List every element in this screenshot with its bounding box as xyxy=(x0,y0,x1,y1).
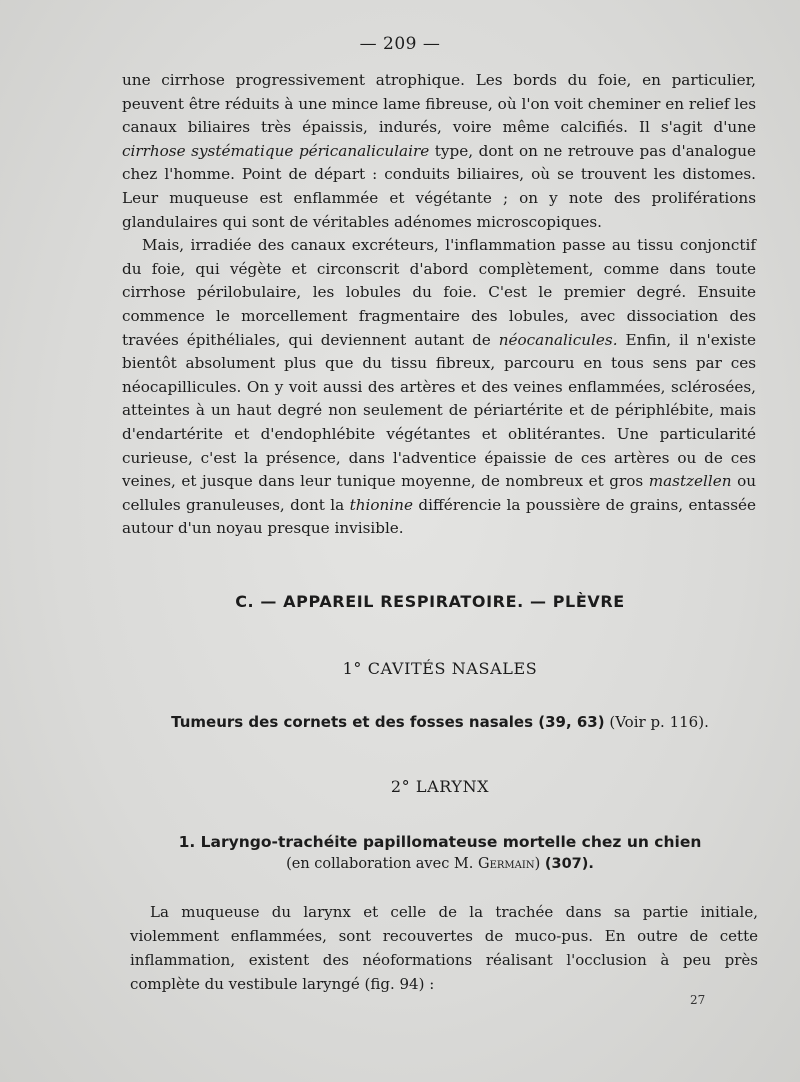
text-run: type, dont on ne retrouve pas d'analogue chez l'homme. Point de départ : conduits biliaires, où se trouvent les distomes. Leur muqueuse est enflammée et végétante ; on y note des proliférations glandulaires qui sont de véritables adénomes microscopiques. xyxy=(122,141,757,231)
paragraph-liver-cirrhosis xyxy=(122,69,756,234)
entry-title-ref: (Voir p. 116). xyxy=(604,713,709,731)
entry-title-tumeurs xyxy=(0,713,800,731)
paragraph-larynx: La muqueuse du larynx et celle de la trachée dans sa partie initiale, violemment enflammées, sont recouvertes de muco-pus. En outre de cette inflammation, existent des néoformations réalisant l'occlusion à peu près complète du vestibule laryngé (fig. 94) : xyxy=(130,903,758,993)
entry-collaboration-line xyxy=(0,856,800,872)
entry-title-bold: 1. Laryngo-trachéite papillomateuse mortelle chez un chien xyxy=(178,833,702,851)
body-text-block xyxy=(130,900,758,996)
author-name: Germain xyxy=(478,856,535,872)
text-run: ) xyxy=(534,856,545,872)
entry-title-laryngo xyxy=(0,833,800,851)
subsection-heading-nasal: 1° CAVITÉS NASALES xyxy=(342,659,538,678)
entry-title-bold: Tumeurs des cornets et des fosses nasales (39, 63) xyxy=(171,713,605,731)
italic-term: néocanalicules. xyxy=(498,330,618,349)
subsection-heading-larynx: 2° LARYNX xyxy=(390,777,490,796)
paragraph-inflammation xyxy=(122,234,756,541)
text-run: ou cellules granuleuses, dont la xyxy=(122,472,756,514)
body-text-block xyxy=(122,69,756,541)
printer-signature: 27 xyxy=(690,993,706,1007)
text-run: (en collaboration avec M. xyxy=(286,856,478,872)
text-run: une cirrhose progressivement atrophique. Les bords du foie, en particulier, peuvent être réduits à une mince lame fibreuse, où l'on voit cheminer en relief les canaux biliaires très épaissis, indurés, voire même calcifiés. Il s'agit d'une xyxy=(122,71,756,137)
italic-term: thionine xyxy=(349,495,413,514)
reference-number: (307). xyxy=(544,856,594,872)
text-run: Mais, irradiée des canaux excréteurs, l'inflammation passe au tissu conjonctif du foie, qui végète et circonscrit d'abord complètement, comme dans toute cirrhose périlobulaire, les lobules du foie. C'est le premier degré. Ensuite commence le morcellement fragmentaire des lobules, avec dissociation des travées épithéliales, qui deviennent autant de xyxy=(122,236,756,349)
text-run: différencie la poussière de grains, entassée autour d'un noyau presque invisible. xyxy=(122,495,756,538)
italic-term: mastzellen xyxy=(648,472,732,491)
text-run: Enfin, il n'existe bientôt absolument plus que du tissu fibreux, parcouru en tous sens par ces néocapillicules. On y voit aussi des artères et des veines enflammées, sclérosées, atteintes à un haut degré non seulement de périartérite et de périphlébite, mais d'endartérite et d'endophlébite végétantes et oblitérantes. Une particularité curieuse, c'est la présence, dans l'adventice épaissie de ces artères ou de ces veines, et jusque dans leur tunique moyenne, de nombreux et gros xyxy=(122,330,756,491)
page-number: — 209 — xyxy=(359,34,441,54)
section-heading: C. — APPAREIL RESPIRATOIRE. — PLÈVRE xyxy=(235,592,625,611)
italic-term: cirrhose systématique péricanaliculaire xyxy=(122,141,430,160)
